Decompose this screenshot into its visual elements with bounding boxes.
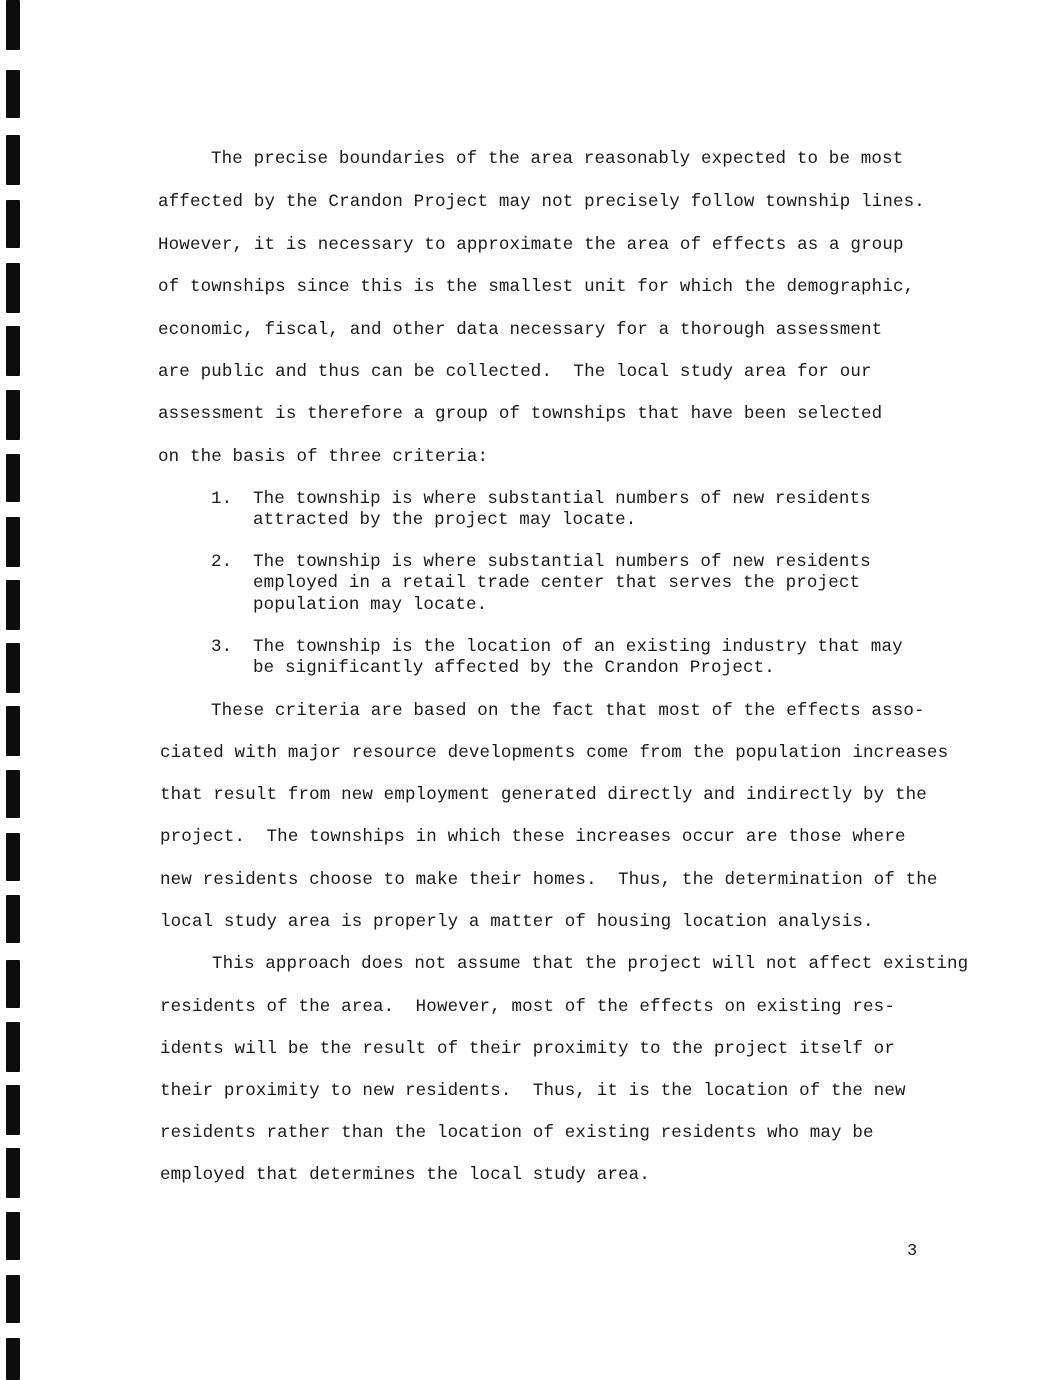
list-item-number: 3. [211, 637, 233, 657]
binding-mark [6, 135, 20, 185]
binding-mark [6, 1085, 20, 1135]
paragraph-line: that result from new employment generated directly and indirectly by the [160, 785, 927, 805]
list-item-line: The township is the location of an existing industry that may [253, 637, 903, 657]
list-item-line: The township is where substantial numbers of new residents [253, 552, 871, 572]
paragraph-line: ciated with major resource developments come from the population increases [160, 743, 949, 763]
binding-mark [6, 1338, 20, 1380]
binding-mark [6, 833, 20, 881]
paragraph-line: economic, fiscal, and other data necessary for a thorough assessment [158, 320, 883, 340]
paragraph-line: new residents choose to make their homes. Thus, the determination of the [160, 870, 938, 890]
binding-mark [6, 326, 20, 376]
binding-mark [6, 895, 20, 943]
paragraph-line: idents will be the result of their proximity to the project itself or [160, 1039, 895, 1059]
binding-mark [6, 643, 20, 693]
paragraph-line: assessment is therefore a group of townships that have been selected [158, 404, 883, 424]
paragraph-line: residents rather than the location of existing residents who may be [160, 1123, 874, 1143]
paragraph-line: on the basis of three criteria: [158, 447, 489, 467]
list-item-line: The township is where substantial numbers of new residents [253, 489, 871, 509]
paragraph-line: These criteria are based on the fact that most of the effects asso- [211, 701, 925, 721]
list-item-line: attracted by the project may locate. [253, 510, 637, 530]
paragraph-line: their proximity to new residents. Thus, it is the location of the new [160, 1081, 906, 1101]
paragraph-line: This approach does not assume that the project will not affect existing [212, 954, 969, 974]
paragraph-line: project. The townships in which these increases occur are those where [160, 827, 906, 847]
binding-mark [6, 1275, 20, 1323]
list-item-line: employed in a retail trade center that serves the project [253, 573, 861, 593]
list-item-number: 2. [211, 552, 233, 572]
paragraph-line: employed that determines the local study area. [160, 1165, 650, 1185]
page-number: 3 [907, 1242, 918, 1261]
paragraph-line: are public and thus can be collected. The local study area for our [158, 362, 872, 382]
paragraph-line: local study area is properly a matter of housing location analysis. [160, 912, 874, 932]
list-item-line: be significantly affected by the Crandon Project. [253, 658, 775, 678]
binding-mark [6, 263, 20, 313]
paragraph-line: However, it is necessary to approximate the area of effects as a group [158, 235, 904, 255]
binding-mark [6, 517, 20, 567]
paragraph-line: The precise boundaries of the area reasonably expected to be most [211, 149, 904, 169]
binding-mark [6, 70, 20, 118]
paragraph-line: of townships since this is the smallest unit for which the demographic, [158, 277, 915, 297]
binding-mark [6, 390, 20, 440]
binding-hole-strip [0, 0, 30, 1380]
binding-mark [6, 200, 20, 248]
binding-mark [6, 1148, 20, 1198]
binding-mark [6, 580, 20, 630]
binding-mark [6, 706, 20, 756]
paragraph-line: affected by the Crandon Project may not precisely follow township lines. [158, 192, 925, 212]
binding-mark [6, 960, 20, 1008]
binding-mark [6, 1212, 20, 1260]
list-item-line: population may locate. [253, 595, 488, 615]
binding-mark [6, 770, 20, 818]
paragraph-line: residents of the area. However, most of the effects on existing res- [160, 997, 895, 1017]
binding-mark [6, 454, 20, 502]
list-item-number: 1. [211, 489, 233, 509]
binding-mark [6, 1022, 20, 1072]
binding-mark [6, 0, 20, 50]
